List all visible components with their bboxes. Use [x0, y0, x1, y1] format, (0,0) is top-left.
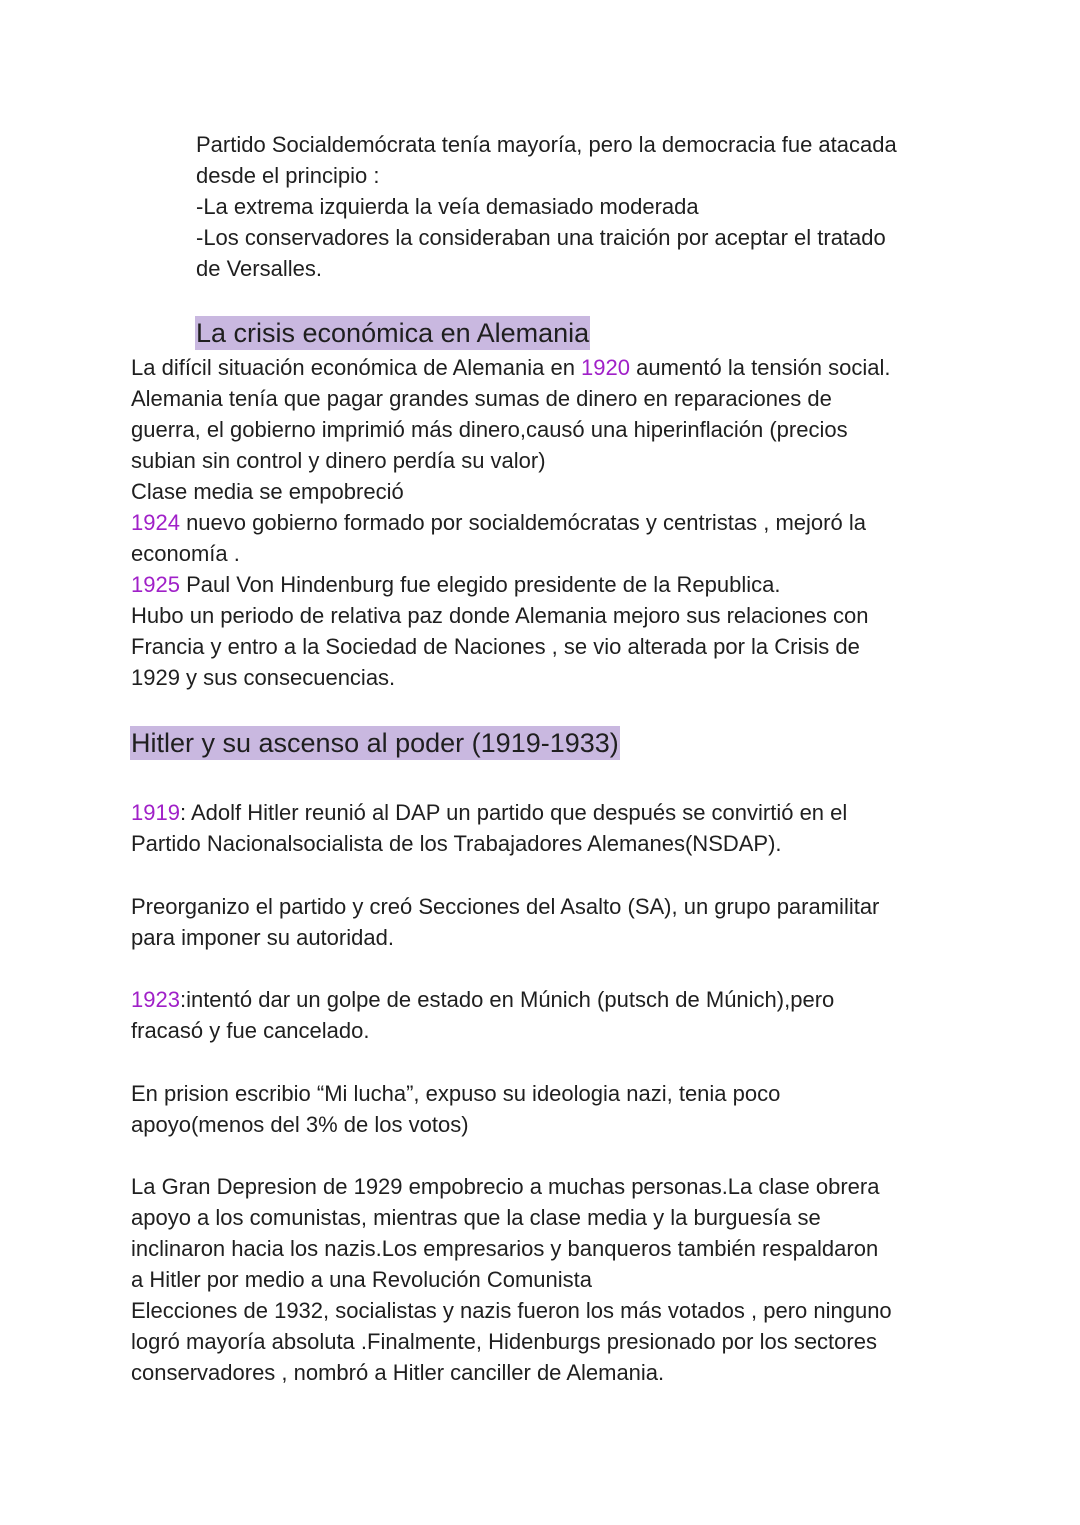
hitler-p4-line-2: apoyo(menos del 3% de los votos): [131, 1112, 469, 1137]
crisis-line-11: 1929 y sus consecuencias.: [131, 665, 396, 690]
crisis-heading: La crisis económica en Alemania: [196, 318, 590, 348]
crisis-line-1-pre: La difícil situación económica de Alemania en: [131, 355, 582, 380]
hitler-p5-line-7: conservadores , nombró a Hitler canciller de Alemania.: [131, 1360, 665, 1385]
crisis-line-10: Francia y entro a la Sociedad de Naciones , se vio alterada por la Crisis de: [131, 634, 860, 659]
crisis-line-6: [131, 507, 866, 538]
crisis-line-8: [131, 569, 781, 600]
hitler-p2-line-1: Preorganizo el partido y creó Secciones del Asalto (SA), un grupo paramilitar: [131, 894, 880, 919]
year-1925: 1925: [131, 572, 180, 597]
hitler-heading: Hitler y su ascenso al poder (1919-1933): [131, 728, 619, 758]
hitler-p3-line-1-post: :intentó dar un golpe de estado en Múnich (putsch de Múnich),pero: [179, 987, 835, 1012]
crisis-line-5: Clase media se empobreció: [131, 479, 404, 504]
crisis-line-3: guerra, el gobierno imprimió más dinero,causó una hiperinflación (precios: [131, 417, 848, 442]
year-1924: 1924: [131, 510, 180, 535]
hitler-p1-line-1-post: : Adolf Hitler reunió al DAP un partido que después se convirtió en el: [179, 800, 848, 825]
intro-line-1: Partido Socialdemócrata tenía mayoría, pero la democracia fue atacada: [196, 132, 897, 157]
year-1919: 1919: [131, 800, 180, 825]
hitler-p1-line-2: Partido Nacionalsocialista de los Trabajadores Alemanes(NSDAP).: [131, 831, 782, 856]
crisis-line-6-post: nuevo gobierno formado por socialdemócratas y centristas , mejoró la: [179, 510, 866, 535]
hitler-p1-line-1: [131, 797, 847, 828]
hitler-p3-line-1: [131, 984, 834, 1015]
crisis-line-7: economía .: [131, 541, 240, 566]
intro-line-2: desde el principio :: [196, 163, 380, 188]
hitler-p5-line-3: inclinaron hacia los nazis.Los empresarios y banqueros también respaldaron: [131, 1236, 879, 1261]
intro-line-5: de Versalles.: [196, 256, 322, 281]
hitler-p3-line-2: fracasó y fue cancelado.: [131, 1018, 370, 1043]
hitler-p4-line-1: En prision escribio “Mi lucha”, expuso su ideologia nazi, tenia poco: [131, 1081, 781, 1106]
crisis-line-4: subian sin control y dinero perdía su valor): [131, 448, 546, 473]
hitler-p5-line-5: Elecciones de 1932, socialistas y nazis fueron los más votados , pero ninguno: [131, 1298, 892, 1323]
intro-line-3: -La extrema izquierda la veía demasiado moderada: [196, 194, 699, 219]
hitler-p5-line-4: a Hitler por medio a una Revolución Comunista: [131, 1267, 593, 1292]
year-1923: 1923: [131, 987, 180, 1012]
hitler-p2-line-2: para imponer su autoridad.: [131, 925, 394, 950]
crisis-line-2: Alemania tenía que pagar grandes sumas de dinero en reparaciones de: [131, 386, 832, 411]
crisis-line-1-post: aumentó la tensión social.: [630, 355, 891, 380]
crisis-line-8-post: Paul Von Hindenburg fue elegido presidente de la Republica.: [179, 572, 781, 597]
hitler-p5-line-6: logró mayoría absoluta .Finalmente, Hidenburgs presionado por los sectores: [131, 1329, 877, 1354]
intro-line-4: -Los conservadores la consideraban una traición por aceptar el tratado: [196, 225, 886, 250]
hitler-p5-line-1: La Gran Depresion de 1929 empobrecio a muchas personas.La clase obrera: [131, 1174, 880, 1199]
year-1920: 1920: [581, 355, 630, 380]
hitler-p5-line-2: apoyo a los comunistas, mientras que la clase media y la burguesía se: [131, 1205, 821, 1230]
crisis-line-9: Hubo un periodo de relativa paz donde Alemania mejoro sus relaciones con: [131, 603, 869, 628]
crisis-line-1: [131, 352, 891, 383]
